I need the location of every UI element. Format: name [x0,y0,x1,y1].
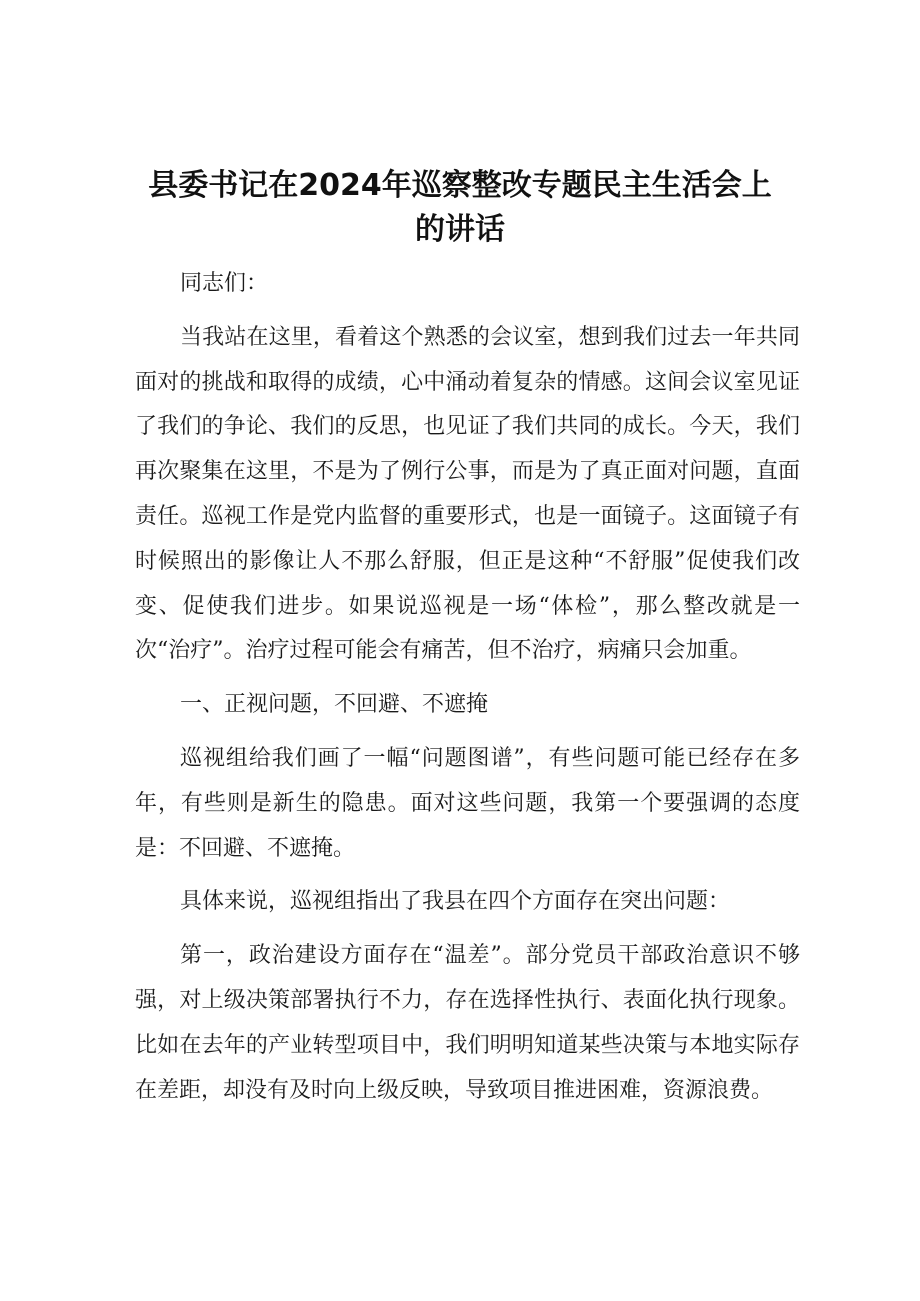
document-body [135,262,800,1122]
section-1-paragraph-2: 具体来说，巡视组指出了我县在四个方面存在突出问题： [180,889,731,915]
salutation: 同志们： [180,271,269,296]
document-title-line2: 的讲话 [415,212,505,247]
opening-paragraph: 当我站在这里，看着这个熟悉的会议室，想到我们过去一年共同面对的挑战和取得的成绩，心中涌动着复杂的情感。这间会议室见证了我们的争论、我们的反思，也见证了我们共同的成长。今天，我们再次聚集在这里，不是为了例行公事，而是为了真正面对问题，直面责任。巡视工作是党内监督的重要形式，也是一面镜子。这面镜子有时候照出的影像让人不那么舒服，但正是这种“不舒服”促使我们改变、促使我们进步。如果说巡视是一场“体检”，那么整改就是一次“治疗”。治疗过程可能会有痛苦，但不治疗，病痛只会加重。 [135,324,800,664]
section-heading-1: 一、正视问题，不回避、不遮掩 [180,692,489,718]
section-1-paragraph-1: 巡视组给我们画了一幅“问题图谱”，有些问题可能已经存在多年，有些则是新生的隐患。面对这些问题，我第一个要强调的态度是：不回避、不遮掩。 [135,745,800,861]
section-1-paragraph-3: 第一，政治建设方面存在“温差”。部分党员干部政治意识不够强，对上级决策部署执行不力，存在选择性执行、表面化执行现象。比如在去年的产业转型项目中，我们明明知道某些决策与本地实际存在差距，却没有及时向上级反映，导致项目推进困难，资源浪费。 [135,943,800,1103]
document-title-line1: 县委书记在2024年巡察整改专题民主生活会上 [148,168,772,203]
